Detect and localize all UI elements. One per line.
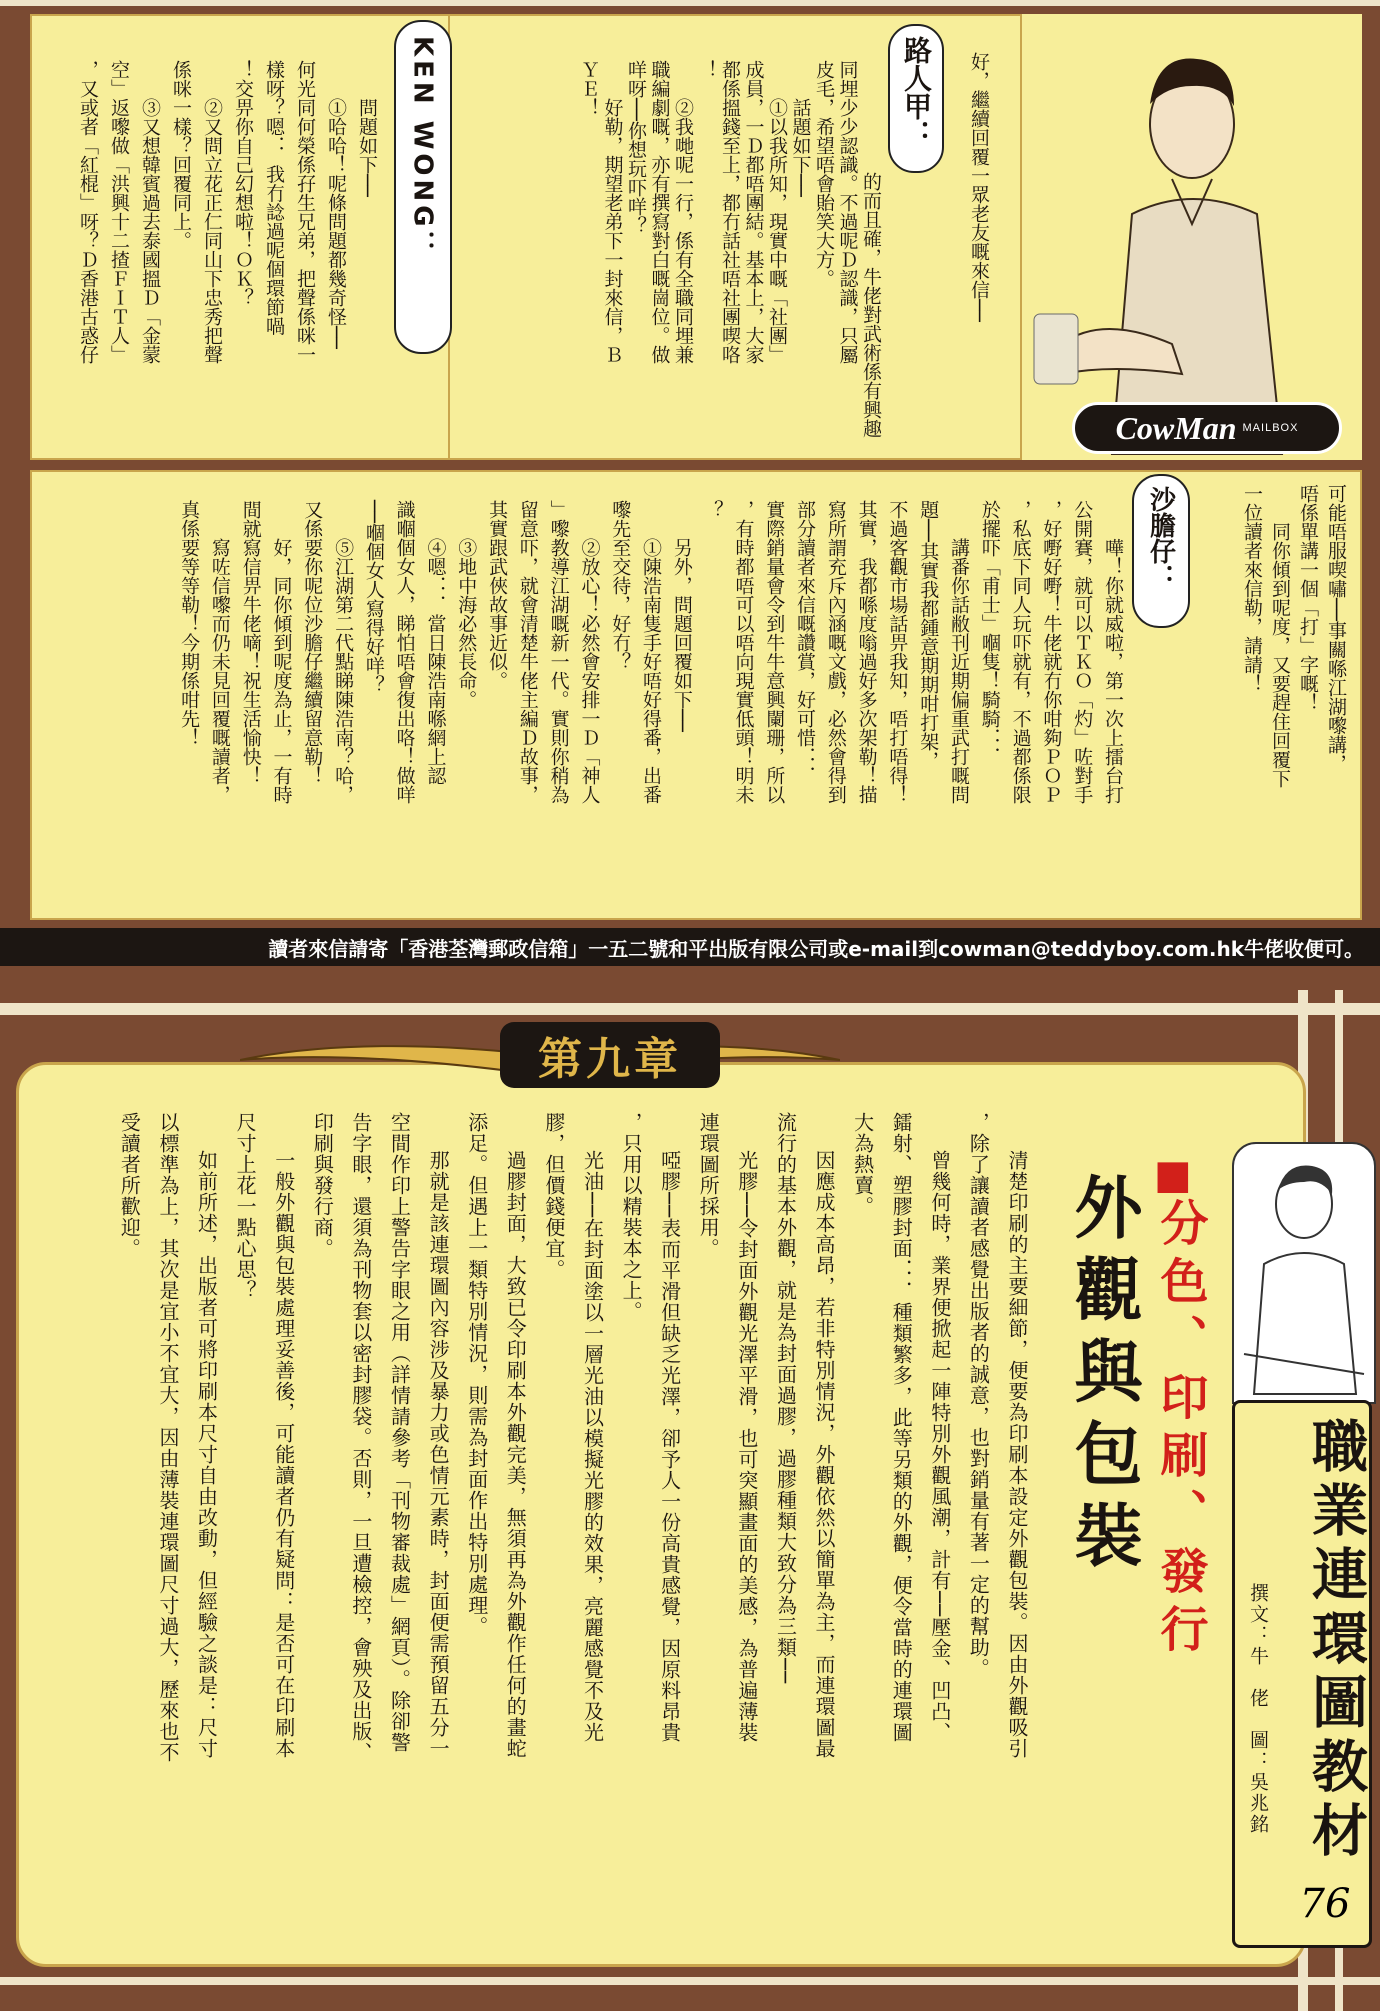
- text-column: 寫咗信嚟而仍未見回覆嘅讀者，: [208, 538, 231, 804]
- drawing-man-illustration: [1234, 1144, 1374, 1402]
- text-column: 膠，但價錢便宜。: [541, 1112, 566, 1280]
- text-column: 問題如下──: [356, 98, 378, 197]
- text-column: 成員，一Ｄ都唔團結。基本上，大家: [742, 60, 765, 364]
- credits: 撰文：牛 佬 圖：吳兆銘: [1247, 1583, 1269, 1835]
- text-column: ②又問立花正仁同山下忠秀把聲: [201, 98, 223, 364]
- text-column: 流行的基本外觀，就是為封面過膠，過膠種類大致分為三類──: [773, 1112, 798, 1685]
- text-column: 清楚印刷的主要細節，便要為印刷本設定外觀包裝。因由外觀吸引: [1005, 1150, 1029, 1759]
- text-column: 大為熱賣。: [850, 1112, 875, 1217]
- text-column: 一般外觀與包裝處理妥善後，可能讀者仍有疑問：是否可在印刷本: [271, 1150, 296, 1759]
- text-column: 間就寫信畀牛佬嘀！祝生活愉快！: [239, 500, 262, 785]
- man-portrait-illustration: [1022, 14, 1362, 460]
- text-column: 以標準為上，其次是宜小不宜大，因由薄裝連環圖尺寸過大，歷來也不: [155, 1112, 180, 1763]
- text-column: 如前所述，出版者可將印刷本尺寸自由改動，但經驗之談是：尺寸: [194, 1150, 219, 1759]
- text-column: ，除了讓讀者感覺出版者的誠意，也對銷量有著一定的幫助。: [966, 1112, 991, 1679]
- text-column: 一位讀者來信勒，請請！: [1241, 484, 1263, 693]
- text-column: 光膠──令封面外觀光澤平滑，也可突顯畫面的美感，為普遍薄裝: [734, 1150, 759, 1744]
- text-column: 同埋少少認識。不過呢Ｄ認識，只屬: [836, 60, 859, 364]
- text-column: 其實，我都喺度嗡過好多次架勒！描: [855, 500, 878, 804]
- text-column: 職編劇嘅，亦有撰寫對白嘅崗位。做: [648, 60, 671, 364]
- text-column: ①哈哈！呢條問題都幾奇怪──: [325, 98, 347, 349]
- text-column: ？: [701, 500, 724, 519]
- text-column: 好勒，期望老弟下一封來信，Ｂ: [601, 98, 624, 364]
- logo-sub: MAILBOX: [1242, 422, 1299, 434]
- text-column: 都係搵錢至上，都冇話社唔社團喫咯: [719, 60, 741, 364]
- text-column: 嚟先至交待，好冇？: [609, 500, 632, 671]
- text-column: 另外，問題回覆如下──: [670, 538, 693, 732]
- text-column: 其實跟武俠故事近似。: [486, 500, 509, 690]
- text-column: 那就是該連環圖內容涉及暴力或色情元素時，封面便需預留五分一: [426, 1150, 451, 1759]
- text-column: ！交畀你自己幻想啦！ＯＫ？: [232, 60, 254, 307]
- text-column: ，又或者「紅棍」呀？Ｄ香港古惑仔: [77, 60, 99, 364]
- text-column: ＹＥ！: [578, 60, 600, 117]
- text-column: 寫所謂充斥內涵嘅文戲，必然會得到: [824, 500, 847, 804]
- text-column: ，有時都唔可以唔向現實低頭！明未: [732, 500, 755, 804]
- text-column: 講番你話敝刊近期偏重武打嘅問: [948, 538, 971, 804]
- sender-tag-kenwong: KEN WONG：: [394, 20, 452, 354]
- text-column: 何光同何榮係孖生兄弟，把聲係咪一: [294, 60, 316, 364]
- text-column: ②放心！必然會安排一Ｄ「神人: [578, 538, 601, 804]
- text-column: 空」返嚟做「洪興十二揸ＦＩＴ人」: [108, 60, 130, 364]
- text-column: 實際銷量會令到牛牛意興闌珊，所以: [763, 500, 786, 804]
- sender-tag-passerby: 路人甲：: [888, 24, 944, 173]
- text-column: 好，同你傾到呢度為止，一有時: [270, 538, 293, 804]
- logo-text: CowMan: [1115, 409, 1237, 446]
- series-title: 職業連環圖教材: [1303, 1417, 1368, 1865]
- article-title: 外觀與包裝: [1063, 1172, 1142, 1582]
- text-column: 」嚟教導江湖嘅新一代。實則你稍為: [547, 500, 570, 804]
- text-column: ，私底下同人玩吓就有，不過都係限: [1009, 500, 1032, 804]
- text-column: 受讀者所歡迎。: [117, 1112, 142, 1259]
- text-column: 過膠封面，大致已令印刷本外觀完美，無須再為外觀作任何的畫蛇: [503, 1150, 528, 1759]
- text-column: 曾幾何時，業界便掀起一陣特別外觀風潮，計有──壓金、凹凸、: [927, 1150, 952, 1744]
- text-column: 好，繼續回覆一眾老友嘅來信──: [968, 52, 990, 322]
- article-body: [56, 1112, 1036, 1932]
- text-column: 添足。但遇上一類特別情況，則需為封面作出特別處理。: [464, 1112, 489, 1637]
- letter-intrepid-body: [108, 500, 1128, 910]
- text-column: 題──其實我都鍾意期期咁打架，: [917, 500, 940, 770]
- text-column: 印刷與發行商。: [310, 1112, 335, 1259]
- issue-number: 76: [1299, 1881, 1351, 1927]
- text-column: 咩呀──你想玩吓咩？: [625, 60, 647, 235]
- chapter-title: 第九章: [538, 1034, 682, 1085]
- letter-kenwong-body: [62, 60, 382, 455]
- text-column: 空間作印上警告字眼之用（詳情請參考「刊物審裁處」網頁）。除卻警: [387, 1112, 412, 1753]
- text-column: 唔係單講一個「打」字嘅！: [1297, 484, 1319, 712]
- text-column: ②我哋呢一行，係有全職同埋兼: [672, 98, 694, 364]
- author-sketch: [1232, 1142, 1376, 1404]
- text-column: 同你傾到呢度，又要趕住回覆下: [1269, 522, 1291, 788]
- text-column: 連環圖所採用。: [696, 1112, 721, 1259]
- cowman-mailbox-logo: [1072, 402, 1342, 454]
- text-column: ──嗰個女人寫得好咩？: [362, 500, 385, 694]
- text-column: 真係要等等勒！今期係咁先！: [178, 500, 201, 747]
- text-column: ③地中海必然長命。: [455, 538, 478, 709]
- text-column: 部分讀者來信嘅讚賞，好可惜．．．: [794, 500, 817, 785]
- mailbox-intro: [962, 52, 996, 447]
- text-column: ⑤江湖第二代點睇陳浩南？哈，: [332, 538, 355, 804]
- text-column: 樣呀？嗯．．我冇諗過呢個環節喎: [263, 60, 285, 336]
- text-column: ①以我所知，現實中嘅「社團」: [766, 98, 788, 364]
- text-column: 又係要你呢位沙膽仔繼續留意勒！: [301, 500, 324, 785]
- text-column: ！: [695, 60, 718, 79]
- text-column: 可能唔服喫嘯──事關喺江湖嚟講，: [1325, 484, 1347, 773]
- text-column: 留意吓，就會清楚牛佬主編Ｄ故事，: [516, 500, 539, 804]
- text-column: ，好嘢好嘢！牛佬就冇你咁夠ＰＯＰ: [1040, 500, 1063, 804]
- text-column: 話題如下──: [789, 98, 812, 197]
- text-column: 識嗰個女人，睇怕唔會復出咯！做咩: [393, 500, 416, 804]
- text-column: 係咪一樣？回覆同上。: [170, 60, 192, 250]
- sender-tag-intrepid: 沙膽仔：: [1132, 474, 1190, 628]
- mailbox-footer-banner: [0, 928, 1380, 966]
- text-column: 鐳射、塑膠封面．．．種類繁多，此等另類的外觀，便令當時的連環圖: [889, 1112, 914, 1743]
- text-column: 於擺吓「甫士」嗰隻！騎騎．．．: [978, 500, 1001, 766]
- text-column: 不過客觀市場話畀我知，唔打唔得！: [886, 500, 909, 804]
- section-marker: ■: [1154, 1152, 1192, 1198]
- letter-intrepid-intro: [1200, 484, 1350, 914]
- text-column: 光油──在封面塗以一層光油以模擬光膠的效果，亮麗感覺不及光: [580, 1150, 605, 1744]
- text-column: 公開賽，就可以ＴＫＯ「灼」咗對手: [1071, 500, 1094, 804]
- cowman-portrait: [1022, 14, 1362, 460]
- text-column: ④嗯．．．當日陳浩南喺網上認: [424, 538, 447, 785]
- text-column: 嘩！你就威啦，第一次上擂台打: [1102, 538, 1124, 804]
- text-column: ③又想韓賓過去泰國搵Ｄ「金蒙: [139, 98, 161, 364]
- section-title: 分色、印刷、發行: [1152, 1198, 1208, 1662]
- text-column: 告字眼，還須為刊物套以密封膠袋。否則，一旦遭檢控，會殃及出版、: [348, 1112, 373, 1763]
- mailbox-footer-text: 讀者來信請寄「香港荃灣郵政信箱」一五二號和平出版有限公司或e-mail到cowman@teddyboy.com.hk牛佬收便可。: [268, 936, 1364, 961]
- text-column: ，只用以精裝本之上。: [619, 1112, 644, 1322]
- chapter-banner: [240, 1020, 840, 1090]
- series-title-box: [1232, 1400, 1372, 1948]
- text-column: 因應成本高昂，若非特別情況，外觀依然以簡單為主，而連環圖最: [812, 1150, 837, 1759]
- text-column: ①陳浩南隻手好唔好得番，出番: [640, 538, 663, 804]
- text-column: 啞膠──表而平滑但缺乏光澤，卻予人一份高貴感覺，因原料昂貴: [657, 1150, 682, 1744]
- text-column: 的而且確，牛佬對武術係有興趣: [860, 172, 882, 438]
- text-column: 尺寸上花一點心思？: [233, 1112, 258, 1301]
- text-column: 皮毛，希望唔會貽笑大方。: [813, 60, 835, 288]
- letter-passerby-body: [578, 60, 882, 455]
